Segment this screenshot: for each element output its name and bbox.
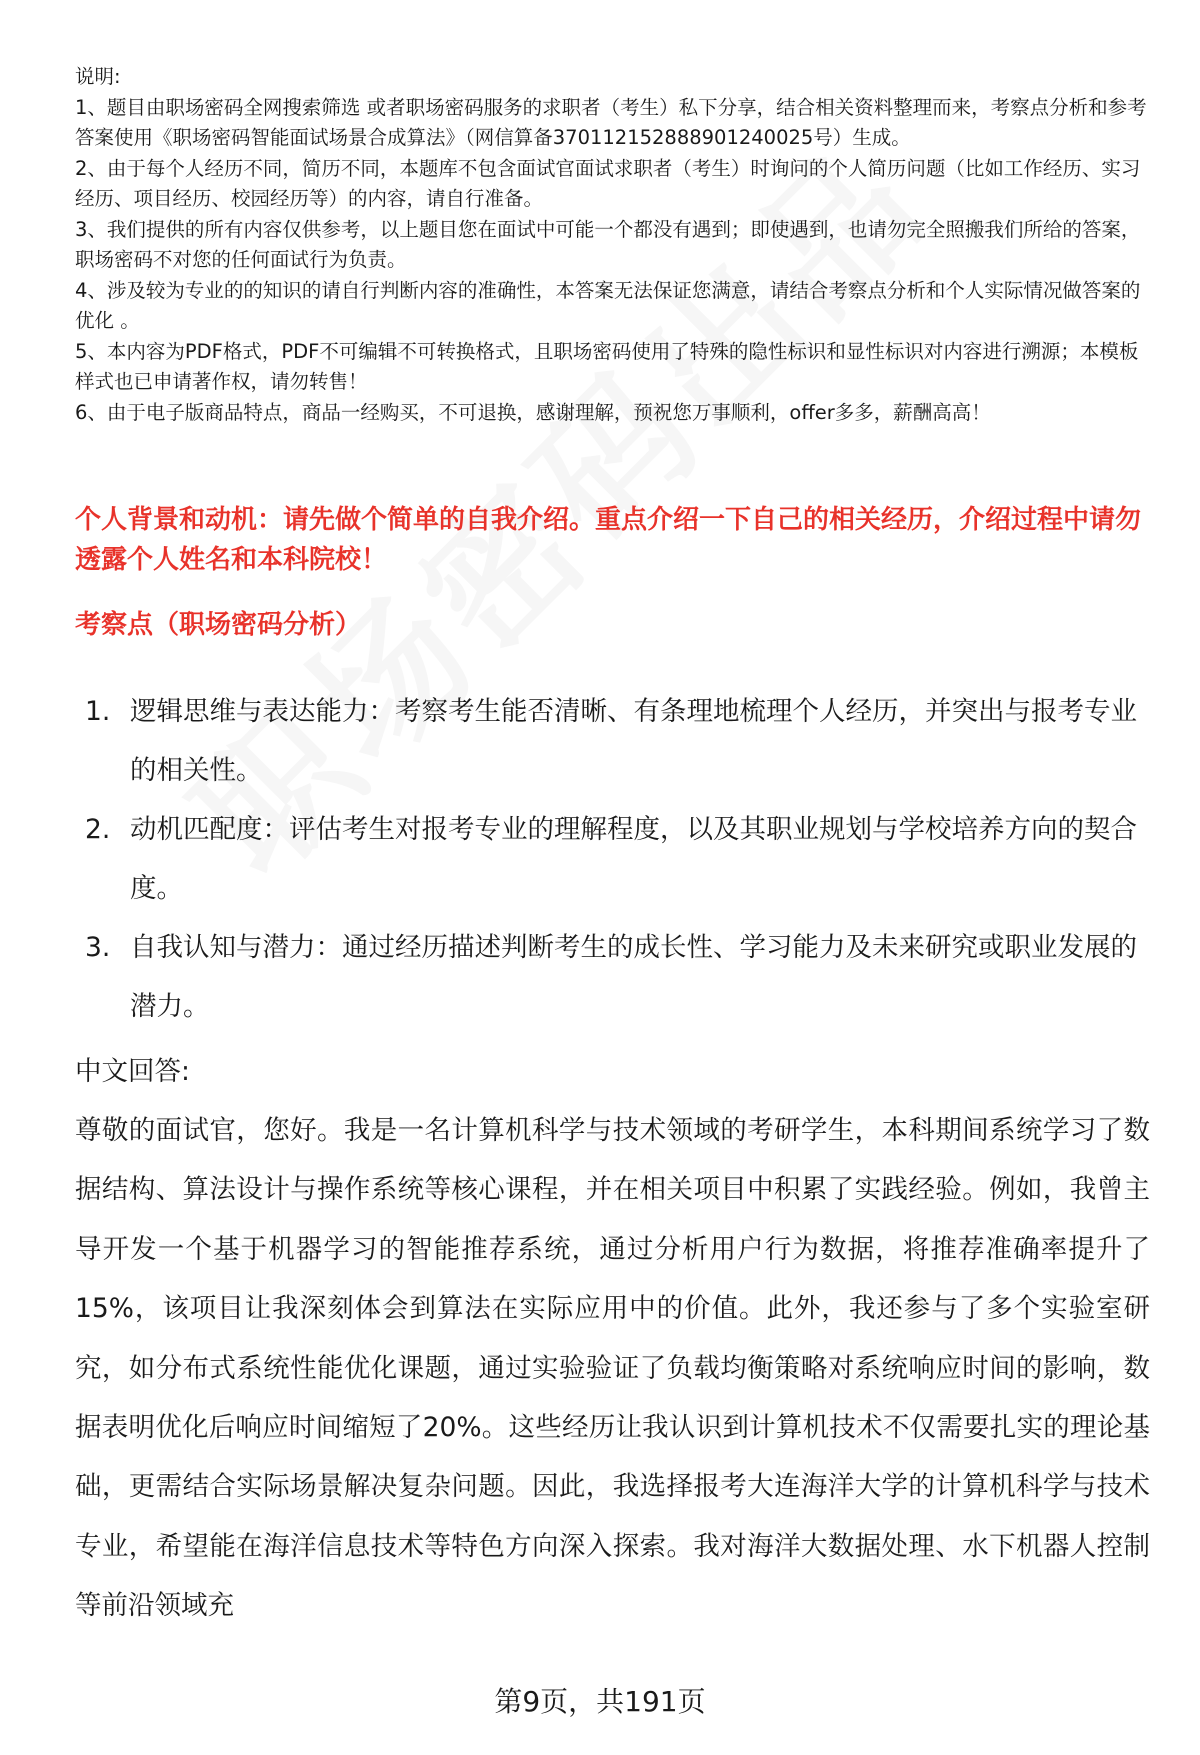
note-item: 3、我们提供的所有内容仅供参考，以上题目您在面试中可能一个都没有遇到；即使遇到，也请勿完全照搬我们所给的答案，职场密码不对您的任何面试行为负责。: [75, 217, 1141, 271]
list-item-text: 自我认知与潜力：通过经历描述判断考生的成长性、学习能力及未来研究或职业发展的潜力。: [130, 932, 1137, 1022]
list-item-number: 3.: [85, 932, 111, 963]
notes-heading: 说明:: [75, 65, 121, 88]
answer-label: 中文回答:: [75, 1056, 190, 1087]
list-item: [75, 918, 1150, 1036]
list-item-text: 逻辑思维与表达能力：考察考生能否清晰、有条理地梳理个人经历，并突出与报考专业的相关性。: [130, 696, 1137, 786]
list-item-text: 动机匹配度：评估考生对报考专业的理解程度，以及其职业规划与学校培养方向的契合度。: [130, 814, 1137, 904]
note-item: 4、涉及较为专业的的知识的请自行判断内容的准确性，本答案无法保证您满意，请结合考察点分析和个人实际情况做答案的优化 。: [75, 278, 1141, 332]
list-item: [75, 682, 1150, 800]
section-title: 考察点（职场密码分析）: [75, 610, 362, 640]
list-item-number: 1.: [85, 696, 111, 727]
page-footer: 第9页，共191页: [494, 1685, 706, 1718]
note-item: 5、本内容为PDF格式，PDF不可编辑不可转换格式，且职场密码使用了特殊的隐性标识和显性标识对内容进行溯源；本模板样式也已申请著作权，请勿转售！: [75, 339, 1139, 393]
note-item: 2、由于每个人经历不同，简历不同，本题库不包含面试官面试求职者（考生）时询问的个人简历问题（比如工作经历、实习经历、项目经历、校园经历等）的内容，请自行准备。: [75, 156, 1141, 210]
note-item: 1、题目由职场密码全网搜索筛选 或者职场密码服务的求职者（考生）私下分享，结合相关资料整理而来，考察点分析和参考答案使用《职场密码智能面试场景合成算法》（网信算备370112152888901240025号）生成。: [75, 95, 1147, 149]
answer-text: 尊敬的面试官，您好。我是一名计算机科学与技术领域的考研学生，本科期间系统学习了数据结构、算法设计与操作系统等核心课程，并在相关项目中积累了实践经验。例如，我曾主导开发一个基于机器学习的智能推荐系统，通过分析用户行为数据，将推荐准确率提升了15%，该项目让我深刻体会到算法在实际应用中的价值。此外，我还参与了多个实验室研究，如分布式系统性能优化课题，通过实验验证了负载均衡策略对系统响应时间的影响，数据表明优化后响应时间缩短了20%。这些经历让我认识到计算机技术不仅需要扎实的理论基础，更需结合实际场景解决复杂问题。因此，我选择报考大连海洋大学的计算机科学与技术专业，希望能在海洋信息技术等特色方向深入探索。我对海洋大数据处理、水下机器人控制等前沿领域充: [75, 1115, 1150, 1622]
assessment-points-list: [75, 682, 1150, 1036]
notes-section: [75, 62, 1155, 428]
list-item: [75, 800, 1150, 918]
question-title: 个人背景和动机：请先做个简单的自我介绍。重点介绍一下自己的相关经历，介绍过程中请勿透露个人姓名和本科院校！: [75, 505, 1142, 575]
list-item-number: 2.: [85, 814, 111, 845]
note-item: 6、由于电子版商品特点，商品一经购买，不可退换，感谢理解，预祝您万事顺利，offer多多，薪酬高高！: [75, 400, 991, 424]
